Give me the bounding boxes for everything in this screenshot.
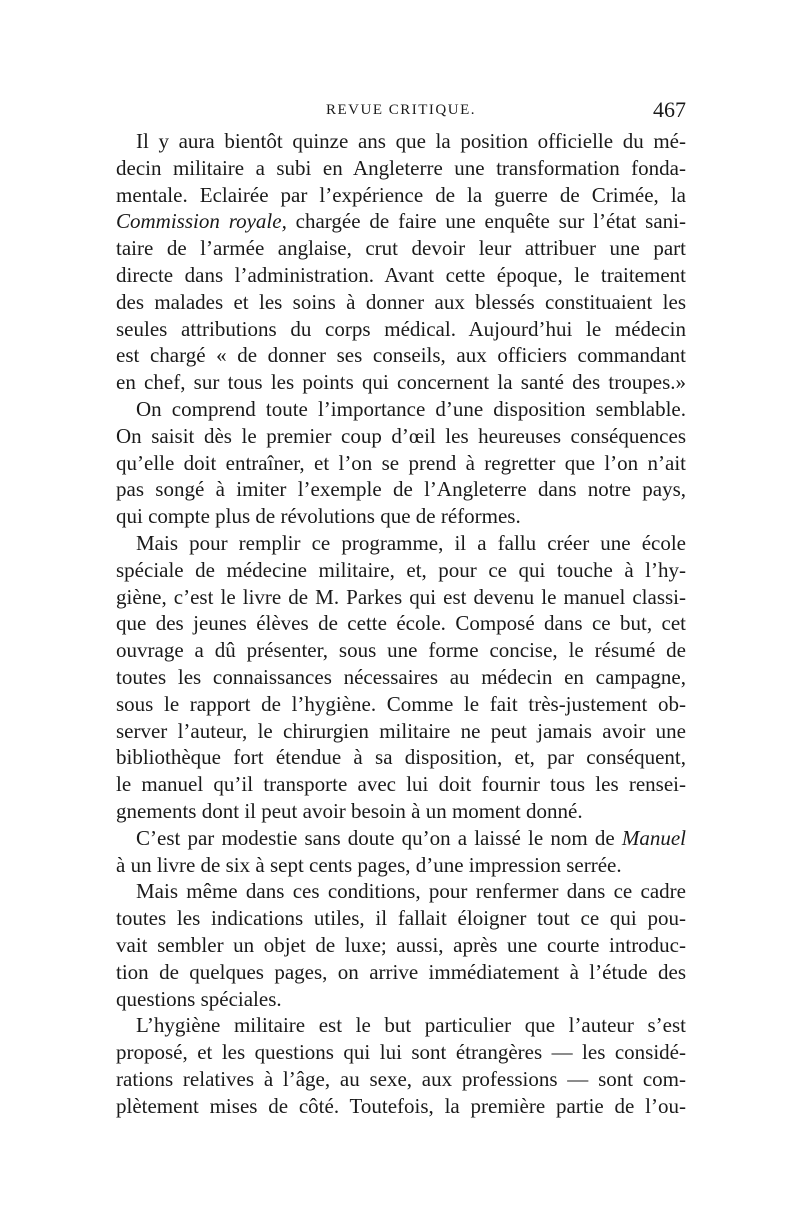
text-line: à un livre de six à sept cents pages, d’une impression serrée. xyxy=(116,852,622,877)
text-line: le manuel qu’il transporte avec lui doit fournir tous les rensei- xyxy=(116,772,686,797)
paragraph xyxy=(116,396,686,530)
text-line: On saisit dès le premier coup d’œil les heureuses conséquences xyxy=(116,423,686,448)
text-line: directe dans l’administration. Avant cette époque, le traitement xyxy=(116,262,686,287)
text-line: On comprend toute l’importance d’une disposition semblable. xyxy=(136,396,686,421)
text-line: spéciale de médecine militaire, et, pour ce qui touche à l’hy- xyxy=(116,557,686,582)
text-line: qu’elle doit entraîner, et l’on se prend à regretter que l’on n’ait xyxy=(116,450,686,475)
text-line: des malades et les soins à donner aux blessés constituaient les xyxy=(116,289,686,314)
text-line: server l’auteur, le chirurgien militaire ne peut jamais avoir une xyxy=(116,718,686,743)
paragraph xyxy=(116,128,686,396)
text-line: questions spéciales. xyxy=(116,986,282,1011)
text-line: est chargé « de donner ses conseils, aux officiers commandant xyxy=(116,343,686,368)
text-line: toutes les indications utiles, il fallait éloigner tout ce qui pou- xyxy=(116,906,686,931)
text-line: Commission royale, chargée de faire une enquête sur l’état sani- xyxy=(116,209,686,234)
text-line: decin militaire a subi en Angleterre une transformation fonda- xyxy=(116,155,686,180)
text-line: rations relatives à l’âge, au sexe, aux professions — sont com- xyxy=(116,1066,686,1091)
text-line: mentale. Eclairée par l’expérience de la guerre de Crimée, la xyxy=(116,182,686,207)
running-title: REVUE CRITIQUE. xyxy=(326,102,476,118)
italic-phrase: Commission royale, xyxy=(116,209,287,234)
text-line: tion de quelques pages, on arrive immédiatement à l’étude des xyxy=(116,959,686,984)
paragraph xyxy=(116,825,686,879)
text-line: bibliothèque fort étendue à sa disposition, et, par conséquent, xyxy=(116,745,686,770)
text-line: C’est par modestie sans doute qu’on a laissé le nom de Manuel xyxy=(136,825,686,850)
text-line: gnements dont il peut avoir besoin à un moment donné. xyxy=(116,798,583,823)
text-line: giène, c’est le livre de M. Parkes qui est devenu le manuel classi- xyxy=(116,584,686,609)
running-head xyxy=(116,95,686,125)
paragraph xyxy=(116,530,686,825)
text-line: qui compte plus de révolutions que de réformes. xyxy=(116,504,521,529)
text-line: Mais pour remplir ce programme, il a fallu créer une école xyxy=(136,530,686,555)
text-line: pas songé à imiter l’exemple de l’Angleterre dans notre pays, xyxy=(116,477,686,502)
text-line: en chef, sur tous les points qui concernent la santé des troupes.» xyxy=(116,370,686,395)
text-line: taire de l’armée anglaise, crut devoir leur attribuer une part xyxy=(116,236,686,261)
text-line: sous le rapport de l’hygiène. Comme le fait très-justement ob- xyxy=(116,691,686,716)
text-line: proposé, et les questions qui lui sont étrangères — les considé- xyxy=(116,1040,686,1065)
body-text xyxy=(116,128,686,1119)
text-line: vait sembler un objet de luxe; aussi, après une courte introduc- xyxy=(116,932,686,957)
paragraph xyxy=(116,1012,686,1119)
text-line: plètement mises de côté. Toutefois, la première partie de l’ou- xyxy=(116,1093,686,1118)
paragraph xyxy=(116,878,686,1012)
text-line: Mais même dans ces conditions, pour renfermer dans ce cadre xyxy=(136,879,686,904)
text-line: seules attributions du corps médical. Aujourd’hui le médecin xyxy=(116,316,686,341)
text-line: Il y aura bientôt quinze ans que la position officielle du mé- xyxy=(136,129,686,153)
text-line: que des jeunes élèves de cette école. Composé dans ce but, cet xyxy=(116,611,686,636)
text-line: toutes les connaissances nécessaires au médecin en campagne, xyxy=(116,664,686,689)
text-line: L’hygiène militaire est le but particulier que l’auteur s’est xyxy=(136,1013,686,1038)
italic-phrase: Manuel xyxy=(621,825,686,850)
text-line: ouvrage a dû présenter, sous une forme concise, le résumé de xyxy=(116,638,686,663)
page-number: 467 xyxy=(653,97,686,122)
